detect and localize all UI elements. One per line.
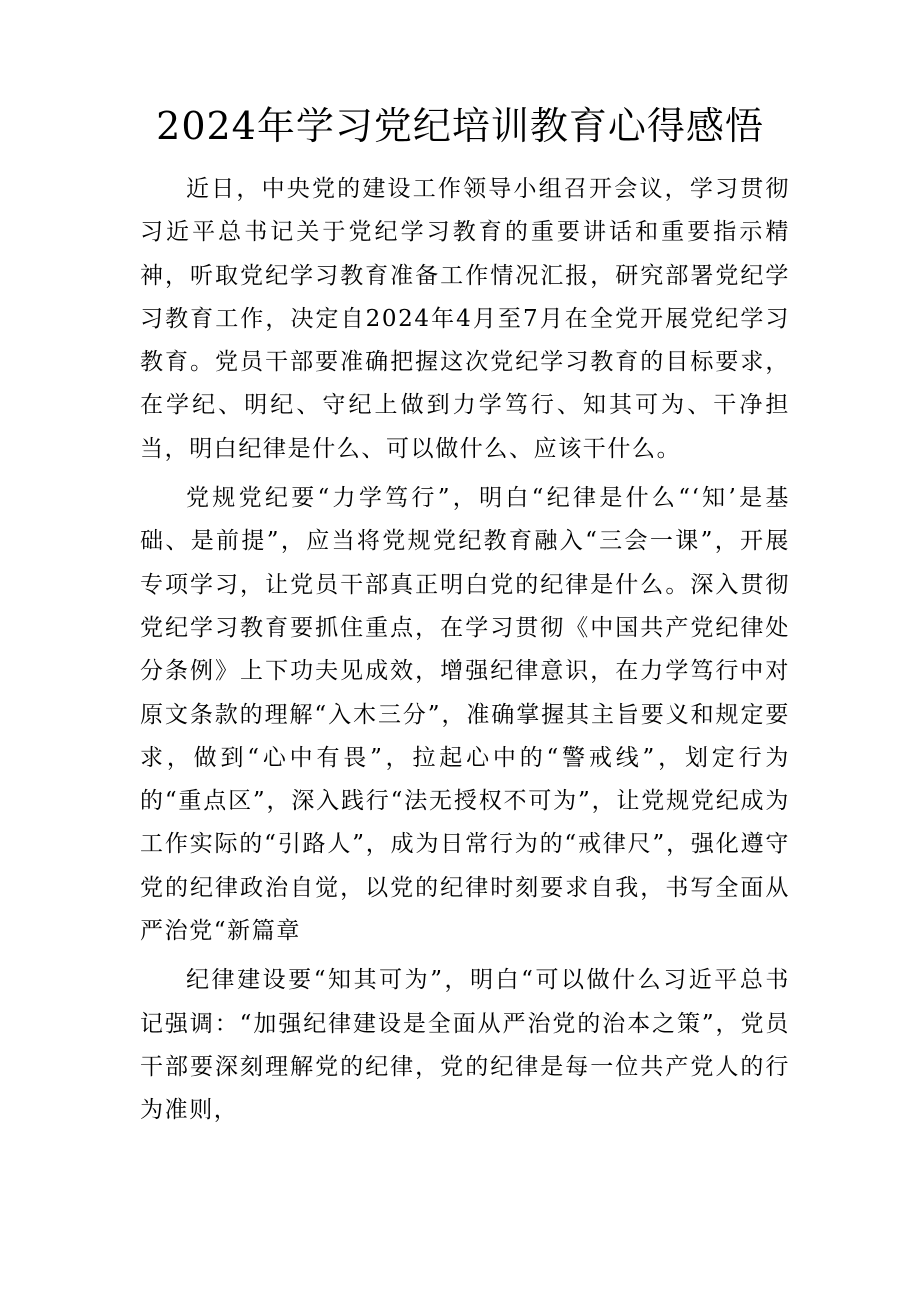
document-body	[140, 168, 790, 1139]
paragraph-3: 纪律建设要“知其可为”，明白“可以做什么习近平总书记强调：“加强纪律建设是全面从严治党的治本之策”，党员干部要深刻理解党的纪律，党的纪律是每一位共产党人的行为准则，	[140, 967, 790, 1124]
paragraph-2: 党规党纪要“力学笃行”，明白“纪律是什么“‘知’是基础、是前提”，应当将党规党纪教育融入“三会一课”，开展专项学习，让党员干部真正明白党的纪律是什么。深入贯彻党纪学习教育要抓住重点，在学习贯彻《中国共产党纪律处分条例》上下功夫见成效，增强纪律意识，在力学笃行中对原文条款的理解“入木三分”，准确掌握其主旨要义和规定要求，做到“心中有畏”，拉起心中的“警戒线”，划定行为的“重点区”，深入践行“法无授权不可为”，让党规党纪成为工作实际的“引路人”，成为日常行为的“戒律尺”，强化遵守党的纪律政治自觉，以党的纪律时刻要求自我，书写全面从严治党“新篇章	[140, 485, 790, 945]
document-title: 2024年学习党纪培训教育心得感悟	[156, 104, 764, 148]
paragraph-1: 近日，中央党的建设工作领导小组召开会议，学习贯彻习近平总书记关于党纪学习教育的重要讲话和重要指示精神，听取党纪学习教育准备工作情况汇报，研究部署党纪学习教育工作，决定自2024年4月至7月在全党开展党纪学习教育。党员干部要准确把握这次党纪学习教育的目标要求，在学纪、明纪、守纪上做到力学笃行、知其可为、干净担当，明白纪律是什么、可以做什么、应该干什么。	[140, 176, 790, 462]
